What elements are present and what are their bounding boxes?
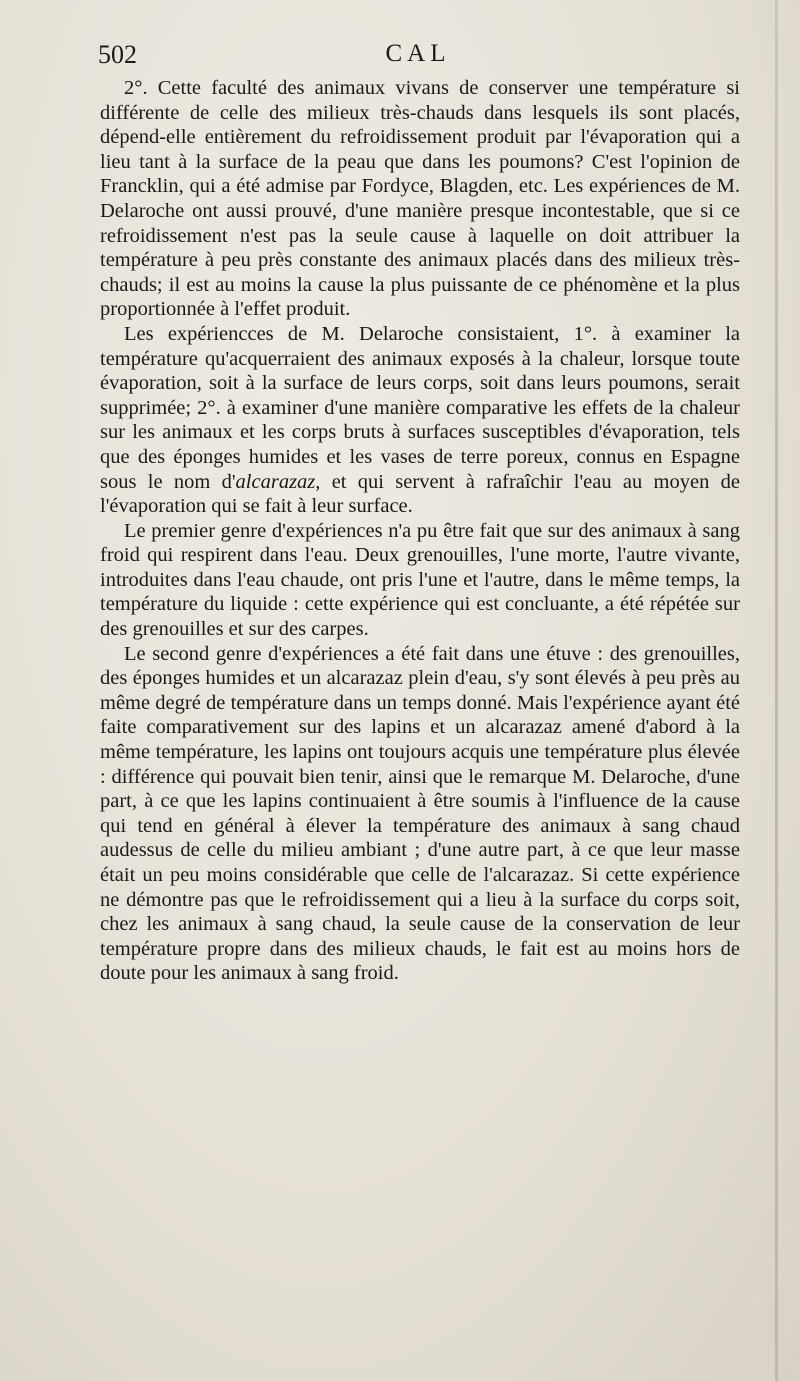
paragraph-2-text-after: , et qui servent à rafraîchir l'eau au moyen de l'évaporation qui se fait à leur surface. xyxy=(100,470,740,518)
body-text xyxy=(100,76,740,986)
page-number: 502 xyxy=(98,40,137,69)
paragraph-2-italic-term: alcarazaz xyxy=(235,470,316,493)
paragraph-4: Le second genre d'expériences a été fait dans une étuve : des grenouilles, des éponges humides et un alcarazaz plein d'eau, s'y sont élevés à peu près au même degré de température dans un temps donné. Mais l'expérience ayant été faite comparativement sur des lapins et un alcarazaz amené d'abord à la même température, les lapins ont toujours acquis une température plus élevée : différence qui pouvait bien tenir, ainsi que le remarque M. Delaroche, d'une part, à ce que les lapins continuaient à être soumis à l'influence de la cause qui tend en général à élever la température des animaux à sang chaud audessus de celle du milieu ambiant ; d'une autre part, à ce que leur masse était un peu moins considérable que celle de l'alcarazaz. Si cette expérience ne démontre pas que le refroidissement qui a lieu à la surface du corps soit, chez les animaux à sang chaud, la seule cause de la conservation de leur température propre dans des milieux chauds, le fait est au moins hors de doute pour les animaux à sang froid. xyxy=(100,642,740,985)
paragraph-3: Le premier genre d'expériences n'a pu être fait que sur des animaux à sang froid qui respirent dans l'eau. Deux grenouilles, l'une morte, l'autre vivante, introduites dans l'eau chaude, ont pris l'une et l'autre, dans le même temps, la température du liquide : cette expérience qui est concluante, a été répétée sur des grenouilles et sur des carpes. xyxy=(100,519,740,641)
page-header xyxy=(98,40,738,74)
paragraph-1: 2°. Cette faculté des animaux vivans de conserver une température si différente de celle des milieux très-chauds dans lesquels ils sont placés, dépend-elle entièrement du refroidissement produit par l'évaporation qui a lieu tant à la surface de la peau que dans les poumons? C'est l'opinion de Francklin, qui a été admise par Fordyce, Blagden, etc. Les expériences de M. Delaroche ont aussi prouvé, d'une manière presque incontestable, que si ce refroidissement n'est pas la seule cause à laquelle on doit attribuer la température à peu près constante des animaux placés dans des milieux très-chauds; il est au moins la cause la plus puissante de ce phénomène et la plus proportionnée à l'effet produit. xyxy=(100,77,740,321)
paragraph-2-text-before: Les expériencces de M. Delaroche consistaient, 1°. à examiner la température qu'acquerraient des animaux exposés à la chaleur, lorsque toute évaporation, soit à la surface de leurs corps, soit dans leurs poumons, serait supprimée; 2°. à examiner d'une manière comparative les effets de la chaleur sur les animaux et les corps bruts à surfaces susceptibles d'évaporation, tels que des éponges humides et les vases de terre poreux, connus en Espagne sous le nom d' xyxy=(100,322,740,493)
running-head: CAL xyxy=(385,40,451,67)
paragraph-2 xyxy=(100,322,740,519)
